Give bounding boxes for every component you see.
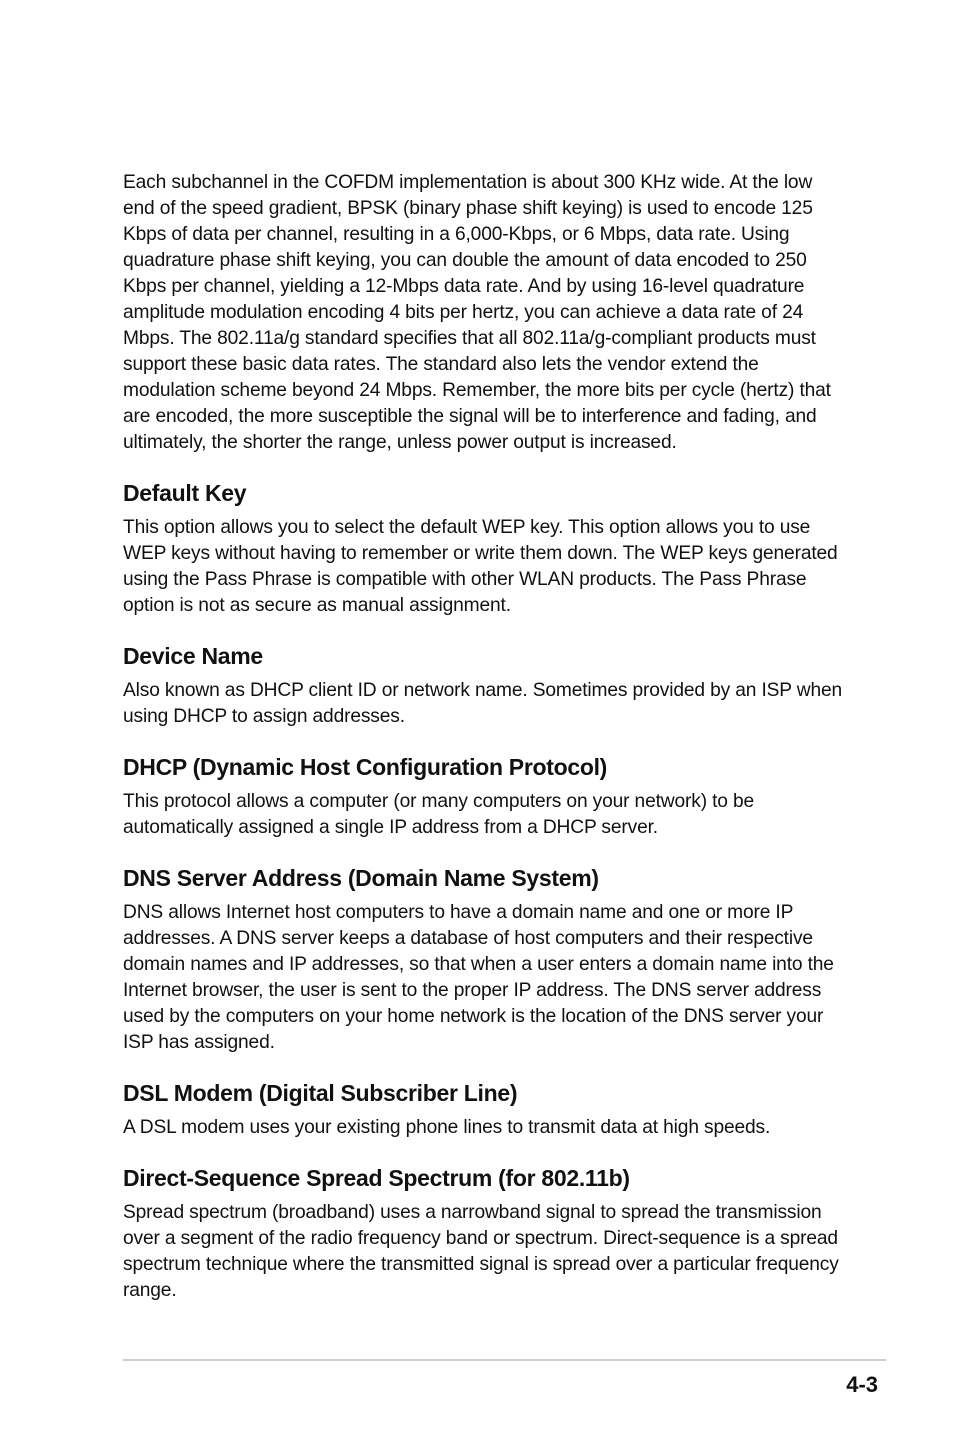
section-body-default-key: This option allows you to select the default WEP key. This option allows you to use WEP keys without having to remember or write them down. The WEP keys generated using the Pass Phrase is compatible with other WLAN products. The Pass Phrase option is not as secure as manual assignment.: [123, 517, 838, 616]
page-number: 4-3: [846, 1372, 878, 1397]
footer-divider: [123, 1359, 886, 1361]
page-content: [123, 170, 847, 1304]
section-title-dsl-modem: DSL Modem (Digital Subscriber Line): [123, 1080, 518, 1106]
section-title-dns-server-address: DNS Server Address (Domain Name System): [123, 865, 599, 891]
section-body-dns-server-address: DNS allows Internet host computers to have a domain name and one or more IP addresses. A DNS server keeps a database of host computers and their respective domain names and IP addresses, so that when a user enters a domain name into the Internet browser, the user is sent to the proper IP address. The DNS server address used by the computers on your home network is the location of the DNS server your ISP has assigned.: [123, 902, 834, 1053]
section-title-direct-sequence: Direct-Sequence Spread Spectrum (for 802.11b): [123, 1165, 630, 1191]
intro-paragraph: Each subchannel in the COFDM implementation is about 300 KHz wide. At the low end of the speed gradient, BPSK (binary phase shift keying) is used to encode 125 Kbps of data per channel, resulting in a 6,000-Kbps, or 6 Mbps, data rate. Using quadrature phase shift keying, you can double the amount of data encoded to 250 Kbps per channel, yielding a 12-Mbps data rate. And by using 16-level quadrature amplitude modulation encoding 4 bits per hertz, you can achieve a data rate of 24 Mbps. The 802.11a/g standard specifies that all 802.11a/g-compliant products must support these basic data rates. The standard also lets the vendor extend the modulation scheme beyond 24 Mbps. Remember, the more bits per cycle (hertz) that are encoded, the more susceptible the signal will be to interference and fading, and ultimately, the shorter the range, unless power output is increased.: [123, 172, 831, 453]
section-title-default-key: Default Key: [123, 480, 247, 506]
section-body-direct-sequence: Spread spectrum (broadband) uses a narrowband signal to spread the transmission over a segment of the radio frequency band or spectrum. Direct-sequence is a spread spectrum technique where the transmitted signal is spread over a particular frequency range.: [123, 1202, 839, 1301]
section-body-dsl-modem: A DSL modem uses your existing phone lines to transmit data at high speeds.: [123, 1117, 771, 1138]
section-title-dhcp: DHCP (Dynamic Host Configuration Protocol): [123, 754, 608, 780]
section-body-device-name: Also known as DHCP client ID or network name. Sometimes provided by an ISP when using DHCP to assign addresses.: [123, 680, 843, 727]
section-title-device-name: Device Name: [123, 643, 263, 669]
section-body-dhcp: This protocol allows a computer (or many computers on your network) to be automatically assigned a single IP address from a DHCP server.: [123, 791, 755, 838]
